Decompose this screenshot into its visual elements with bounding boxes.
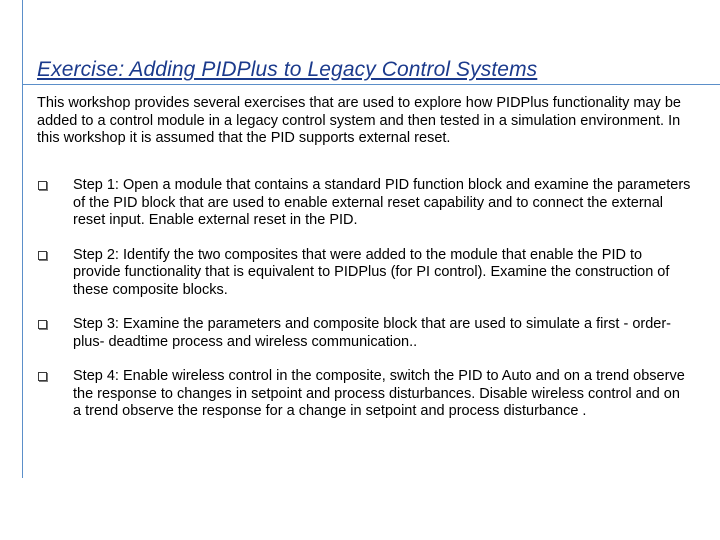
list-item — [37, 247, 691, 300]
title-underline-rule — [22, 84, 720, 85]
intro-paragraph: This workshop provides several exercises that are used to explore how PIDPlus functionality may be added to a control module in a legacy control system and then tested in a simulation environment. In this workshop it is assumed that the PID supports external reset. — [37, 95, 681, 146]
slide-title: Exercise: Adding PIDPlus to Legacy Control Systems — [37, 58, 538, 81]
step-text: Step 2: Identify the two composites that were added to the module that enable the PID to provide functionality that is equivalent to PIDPlus (for PI control). Examine the construction of these composite blocks. — [73, 246, 670, 298]
list-item — [37, 368, 691, 421]
steps-list — [37, 177, 691, 438]
step-text: Step 1: Open a module that contains a standard PID function block and examine the parameters of the PID block that are used to enable external reset capability and to connect the external reset input. Enable external reset in the PID. — [73, 177, 691, 228]
checkbox-square-icon — [38, 251, 47, 260]
step-text: Step 3: Examine the parameters and composite block that are used to simulate a first - order- plus- deadtime process and wireless communication.. — [73, 316, 672, 350]
step-text: Step 4: Enable wireless control in the composite, switch the PID to Auto and on a trend observe the response to changes in setpoint and process disturbances. Disable wireless control and on a trend observe the response for a change in setpoint and process disturbance . — [73, 368, 685, 419]
left-vertical-rule — [22, 0, 23, 478]
checkbox-square-icon — [38, 320, 47, 329]
checkbox-square-icon — [38, 372, 47, 381]
checkbox-square-icon — [38, 181, 47, 190]
list-item — [37, 177, 691, 230]
list-item — [37, 316, 691, 351]
